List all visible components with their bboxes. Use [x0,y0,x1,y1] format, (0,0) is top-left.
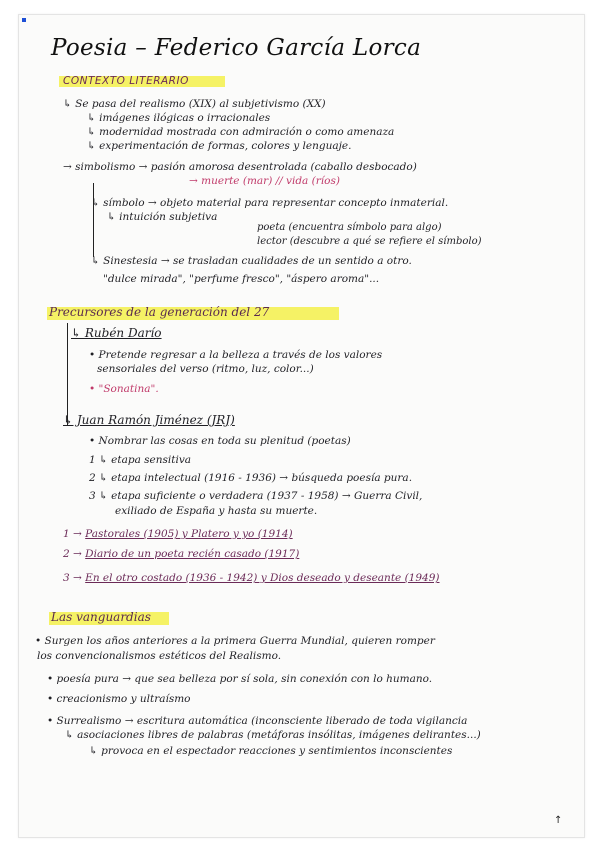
section-header-contexto: CONTEXTO LITERARIO [63,75,189,87]
contexto-line: → muerte (mar) // vida (ríos) [189,175,340,187]
work-line [63,528,293,540]
contexto-line: ↳ símbolo → objeto material para representar concepto inmaterial. [91,197,449,209]
section-header-vanguardias: Las vanguardias [51,610,151,624]
ruben-line: • Pretende regresar a la belleza a través de los valores [89,349,383,361]
work-prefix: 1 → [63,528,82,540]
vanguardias-line: • creacionismo y ultraísmo [47,693,191,705]
author-jrj: ↳ Juan Ramón Jiménez (JRJ) [63,413,235,427]
work-title: En el otro costado (1936 - 1942) y Dios deseado y deseante (1949) [85,572,440,584]
contexto-line: poeta (encuentra símbolo para algo) [257,222,442,233]
bracket-line [67,323,68,425]
contexto-line: ↳ intuición subjetiva [107,211,218,223]
work-prefix: 2 → [63,548,82,560]
work-line [63,548,299,560]
ruben-line: • "Sonatina". [89,383,159,395]
jrj-line: 2 ↳ etapa intelectual (1916 - 1936) → búsqueda poesía pura. [89,472,413,484]
contexto-line: ↳ Se pasa del realismo (XIX) al subjetivismo (XX) [63,98,326,110]
vanguardias-line: los convencionalismos estéticos del Realismo. [37,650,282,662]
contexto-line: lector (descubre a qué se refiere el símbolo) [257,236,482,247]
vanguardias-line: • Surrealismo → escritura automática (inconsciente liberado de toda vigilancia [47,715,468,727]
contexto-line: ↳ Sinestesia → se trasladan cualidades de un sentido a otro. [91,255,412,267]
notebook-page [18,14,585,838]
contexto-line: ↳ imágenes ilógicas o irracionales [87,112,271,124]
vanguardias-line: • Surgen los años anteriores a la primera Guerra Mundial, quieren romper [35,635,435,647]
page-end-mark: ↑ [554,815,563,826]
vanguardias-line: ↳ provoca en el espectador reacciones y sentimientos inconscientes [89,745,453,757]
work-title: Diario de un poeta recién casado (1917) [85,548,300,560]
jrj-line: exiliado de España y hasta su muerte. [115,505,318,517]
contexto-line: ↳ experimentación de formas, colores y lenguaje. [87,140,352,152]
contexto-line [63,161,417,174]
jrj-line: 3 ↳ etapa suficiente o verdadera (1937 - 1958) → Guerra Civil, [89,490,423,502]
jrj-line: 1 ↳ etapa sensitiva [89,454,192,466]
vanguardias-line: ↳ asociaciones libres de palabras (metáforas insólitas, imágenes delirantes...) [65,729,481,741]
jrj-line: • Nombrar las cosas en toda su plenitud (poetas) [89,435,351,447]
work-title: Pastorales (1905) y Platero y yo (1914) [85,528,293,540]
author-ruben-dario: ↳ Rubén Darío [71,326,162,340]
contexto-line: ↳ modernidad mostrada con admiración o como amenaza [87,126,395,138]
vanguardias-line: • poesía pura → que sea belleza por sí sola, sin conexión con lo humano. [47,673,433,685]
work-line [63,572,440,584]
simbolismo-line: → simbolismo → pasión amorosa desentrolada (caballo desbocado) [63,161,417,173]
section-header-precursores: Precursores de la generación del 27 [49,305,270,319]
page-title: Poesia – Federico García Lorca [51,35,422,61]
bracket-line [93,183,94,257]
corner-mark [22,18,26,22]
work-prefix: 3 → [63,572,82,584]
ruben-line: sensoriales del verso (ritmo, luz, color...) [97,363,314,375]
contexto-line: "dulce mirada", "perfume fresco", "áspero aroma"... [103,273,380,285]
